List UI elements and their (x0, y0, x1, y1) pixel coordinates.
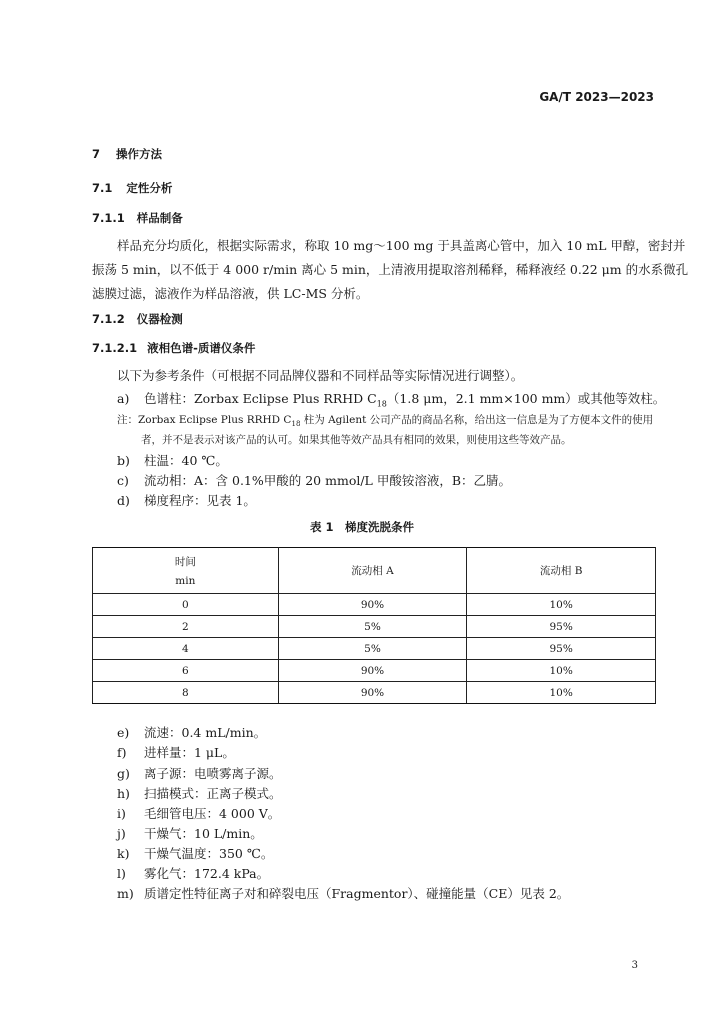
cell-time: 4 (93, 638, 279, 660)
cell-time: 0 (93, 594, 279, 616)
list-label: a) (117, 391, 130, 406)
table-row (93, 682, 656, 704)
list-label: g) (117, 766, 130, 781)
cell-phase-a: 90% (278, 682, 467, 704)
header-time (93, 548, 279, 594)
list-label: j) (117, 826, 126, 841)
list-text: 毛细管电压：4 000 V。 (144, 806, 281, 821)
list-label: d) (117, 493, 130, 508)
list-text: 干燥气温度：350 ℃。 (144, 846, 274, 861)
list-text: 流速：0.4 mL/min。 (144, 725, 267, 740)
table-header-row (93, 548, 656, 594)
note-line-1 (117, 412, 653, 428)
list-item-h (117, 784, 282, 802)
cell-phase-a: 90% (278, 660, 467, 682)
note-line-2: 者，并不是表示对该产品的认可。如果其他等效产品具有相同的效果，则使用这些等效产品。 (141, 434, 572, 446)
prep-paragraph-line-3: 滤膜过滤，滤液作为样品溶液，供 LC-MS 分析。 (92, 286, 369, 301)
cell-phase-b: 10% (467, 594, 656, 616)
list-text: 柱温：40 ℃。 (144, 453, 228, 468)
list-text: 质谱定性特征离子对和碎裂电压（Fragmentor）、碰撞能量（CE）见表 2。 (144, 886, 570, 901)
note-label: 注： (117, 414, 138, 426)
list-item-m (117, 884, 569, 902)
prep-paragraph-line-2: 振荡 5 min，以不低于 4 000 r/min 离心 5 min，上清液用提取溶剂稀释，稀释液经 0.22 μm 的水系微孔 (92, 262, 689, 277)
list-label: i) (117, 806, 126, 821)
section-7-1-2-heading (92, 311, 183, 327)
cell-time: 6 (93, 660, 279, 682)
prep-paragraph-line-1: 样品充分均质化，根据实际需求，称取 10 mg～100 mg 于具盖离心管中，加入 10 mL 甲醇，密封并 (117, 238, 686, 253)
list-item-l (117, 864, 269, 882)
section-title: 定性分析 (126, 181, 173, 195)
cell-phase-b: 95% (467, 638, 656, 660)
section-title: 仪器检测 (136, 312, 183, 326)
list-item-b (117, 451, 228, 469)
table-row (93, 638, 656, 660)
list-item-e (117, 723, 266, 741)
list-text-continued: （1.8 μm，2.1 mm×100 mm）或其他等效柱。 (386, 391, 666, 406)
note-text-continued: 柱为 Agilent 公司产品的商品名称，给出这一信息是为了方便本文件的使用 (300, 414, 654, 426)
cell-phase-b: 10% (467, 682, 656, 704)
list-label: c) (117, 473, 129, 488)
conditions-intro: 以下为参考条件（可根据不同品牌仪器和不同样品等实际情况进行调整）。 (117, 368, 524, 383)
header-time-label: 时间 (174, 556, 196, 568)
section-number: 7 (92, 147, 101, 161)
list-item-c (117, 471, 511, 489)
subscript: 18 (376, 399, 387, 409)
cell-time: 8 (93, 682, 279, 704)
cell-phase-a: 90% (278, 594, 467, 616)
list-label: b) (117, 453, 130, 468)
section-7-1-1-heading (92, 210, 183, 226)
table-row (93, 594, 656, 616)
list-item-a (117, 389, 665, 409)
section-7-heading (92, 146, 162, 162)
section-7-1-2-1-heading (92, 340, 255, 356)
list-item-j (117, 824, 263, 842)
header-mobile-phase-a: 流动相 A (278, 548, 467, 594)
cell-phase-b: 10% (467, 660, 656, 682)
list-text: 进样量：1 μL。 (144, 745, 235, 760)
list-item-k (117, 844, 273, 862)
page-number: 3 (631, 960, 638, 971)
cell-phase-b: 95% (467, 616, 656, 638)
document-code: GA/T 2023—2023 (539, 90, 654, 104)
cell-phase-a: 5% (278, 638, 467, 660)
header-mobile-phase-b: 流动相 B (467, 548, 656, 594)
section-number: 7.1.2 (92, 312, 125, 326)
list-text: 扫描模式：正离子模式。 (144, 786, 282, 801)
note-text: Zorbax Eclipse Plus RRHD C (138, 414, 292, 426)
list-item-f (117, 743, 235, 761)
list-label: h) (117, 786, 130, 801)
list-text: 干燥气：10 L/min。 (144, 826, 263, 841)
list-item-d (117, 491, 256, 509)
list-label: l) (117, 866, 126, 881)
list-text: 离子源：电喷雾离子源。 (144, 766, 282, 781)
section-number: 7.1.2.1 (92, 341, 138, 355)
table-row (93, 660, 656, 682)
section-number: 7.1.1 (92, 211, 125, 225)
list-item-g (117, 764, 282, 782)
header-time-unit: min (175, 575, 196, 587)
section-number: 7.1 (92, 181, 113, 195)
section-title: 操作方法 (116, 147, 163, 161)
section-7-1-heading (92, 180, 172, 196)
list-item-i (117, 804, 280, 822)
cell-time: 2 (93, 616, 279, 638)
table-row (93, 616, 656, 638)
section-title: 样品制备 (136, 211, 183, 225)
list-label: e) (117, 725, 130, 740)
list-text: 雾化气：172.4 kPa。 (144, 866, 270, 881)
gradient-table (92, 547, 656, 704)
list-text: 流动相：A：含 0.1%甲酸的 20 mmol/L 甲酸铵溶液，B：乙腈。 (144, 473, 512, 488)
list-label: m) (117, 886, 134, 901)
section-title: 液相色谱-质谱仪条件 (147, 341, 256, 355)
list-text: 梯度程序：见表 1。 (144, 493, 256, 508)
subscript: 18 (291, 420, 301, 429)
table-caption: 表 1 梯度洗脱条件 (309, 520, 414, 534)
list-label: k) (117, 846, 130, 861)
list-label: f) (117, 745, 127, 760)
list-text: 色谱柱：Zorbax Eclipse Plus RRHD C (144, 391, 377, 406)
cell-phase-a: 5% (278, 616, 467, 638)
